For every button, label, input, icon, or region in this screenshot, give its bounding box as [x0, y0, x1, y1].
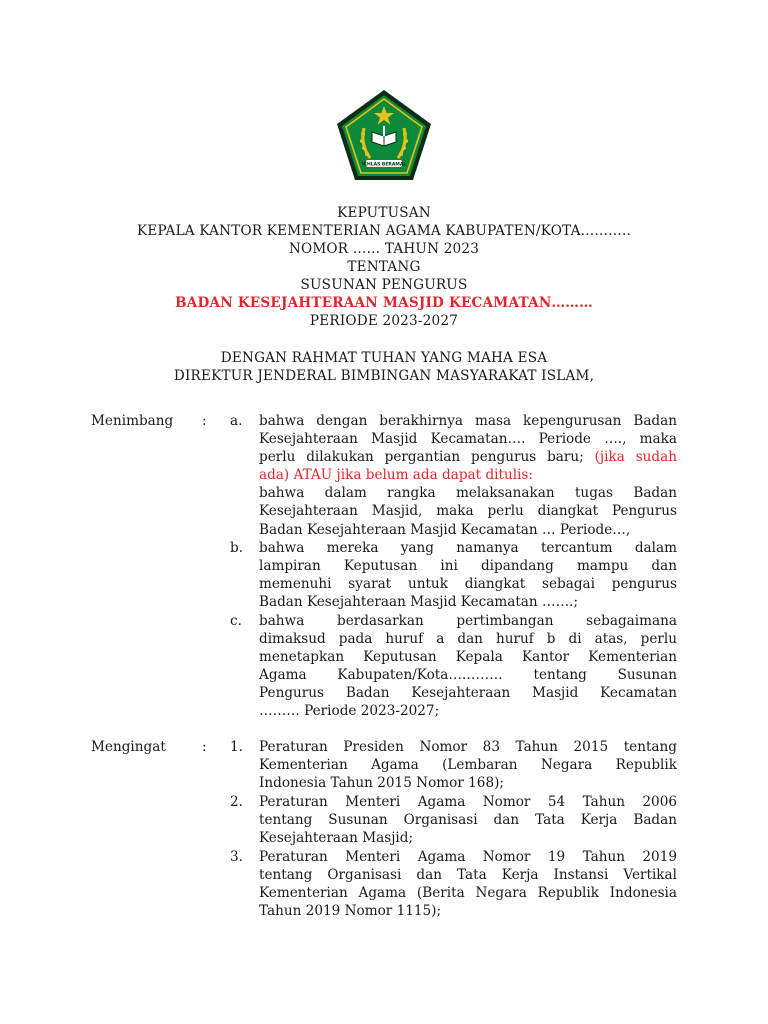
text-line: bahwa berdasarkan pertimbangan sebagaimana — [259, 613, 677, 629]
text-line: Kesejahteraan Masjid Kecamatan…. Periode …., maka — [259, 431, 677, 448]
heading-direktur-jenderal: DIREKTUR JENDERAL BIMBINGAN MASYARAKAT ISLAM, — [173, 368, 595, 384]
mengingat-1-text — [259, 738, 677, 792]
text-line: Pengurus Badan Kesejahteraan Masjid Kecamatan — [259, 685, 677, 702]
mengingat-3-number: 3. — [230, 849, 243, 865]
heading-badan-kesejahteraan: BADAN KESEJAHTERAAN MASJID KECAMATAN……… — [175, 295, 593, 311]
mengingat-3-text — [259, 848, 677, 920]
text-line: dimaksud pada huruf a dan huruf b di atas, perlu — [259, 631, 677, 648]
heading-nomor: NOMOR …… TAHUN 2023 — [288, 241, 480, 257]
menimbang-b-number: b. — [230, 540, 244, 556]
text-line: perlu dilakukan pergantian pengurus baru; — [259, 449, 584, 466]
text-line: Tahun 2019 Nomor 1115); — [259, 903, 442, 920]
mengingat-1-number: 1. — [230, 739, 243, 755]
text-line: bahwa mereka yang namanya tercantum dalam — [259, 540, 677, 556]
heading-keputusan: KEPUTUSAN — [337, 205, 431, 221]
menimbang-c-text — [259, 612, 677, 721]
text-line: menetapkan Keputusan Kepala Kantor Kementerian — [259, 649, 677, 666]
text-line: Kementerian Agama (Lembaran Negara Republik — [259, 757, 677, 774]
text-line: Peraturan Menteri Agama Nomor 19 Tahun 2019 — [259, 849, 677, 865]
text-line: Kesejahteraan Masjid; — [259, 830, 414, 847]
text-line: Badan Kesejahteraan Masjid Kecamatan …….; — [259, 594, 579, 611]
text-line: bahwa dengan berakhirnya masa kepengurusan Badan — [259, 413, 677, 429]
text-line: Kementerian Agama (Berita Negara Republik Indonesia — [259, 885, 677, 902]
text-line: lampiran Keputusan ini dipandang mampu dan — [259, 558, 677, 575]
heading-periode: PERIODE 2023-2027 — [309, 313, 459, 329]
heading-tentang: TENTANG — [347, 259, 421, 275]
text-line: Peraturan Presiden Nomor 83 Tahun 2015 tentang — [259, 739, 677, 755]
heading-dengan-rahmat: DENGAN RAHMAT TUHAN YANG MAHA ESA — [220, 350, 548, 366]
logo-motto: IKHLAS BERAMAL — [361, 162, 407, 168]
text-line: Kesejahteraan Masjid, maka perlu diangkat Pengurus — [259, 503, 677, 520]
mengingat-colon: : — [202, 739, 207, 755]
text-line: memenuhi syarat untuk diangkat sebagai pengurus — [259, 576, 677, 593]
red-note: ada) ATAU jika belum ada dapat ditulis: — [259, 467, 533, 484]
menimbang-colon: : — [202, 413, 207, 429]
menimbang-a-number: a. — [230, 413, 243, 429]
text-line: Indonesia Tahun 2015 Nomor 168); — [259, 775, 504, 792]
text-line: Peraturan Menteri Agama Nomor 54 Tahun 2006 — [259, 794, 677, 810]
mengingat-2-text — [259, 793, 677, 847]
text-line: Badan Kesejahteraan Masjid Kecamatan … Periode…, — [259, 521, 631, 538]
text-line: bahwa dalam rangka melaksanakan tugas Badan — [259, 485, 677, 502]
menimbang-c-number: c. — [230, 613, 242, 629]
menimbang-a-text — [259, 412, 677, 539]
text-line: tentang Susunan Organisasi dan Tata Kerja Badan — [259, 812, 677, 829]
mengingat-label: Mengingat — [91, 739, 166, 755]
heading-kepala-kantor: KEPALA KANTOR KEMENTERIAN AGAMA KABUPATEN/KOTA……….. — [136, 223, 632, 239]
text-line: tentang Organisasi dan Tata Kerja Instansi Vertikal — [259, 867, 677, 884]
menimbang-b-text — [259, 539, 677, 611]
text-line: Agama Kabupaten/Kota………… tentang Susunan — [259, 667, 677, 684]
heading-susunan-pengurus: SUSUNAN PENGURUS — [300, 277, 468, 293]
menimbang-label: Menimbang — [91, 413, 174, 429]
text-line: ……… Periode 2023-2027; — [259, 703, 440, 720]
red-note-start: (jika sudah — [583, 449, 677, 466]
kemenag-logo-icon — [334, 88, 434, 184]
mengingat-2-number: 2. — [230, 794, 243, 810]
